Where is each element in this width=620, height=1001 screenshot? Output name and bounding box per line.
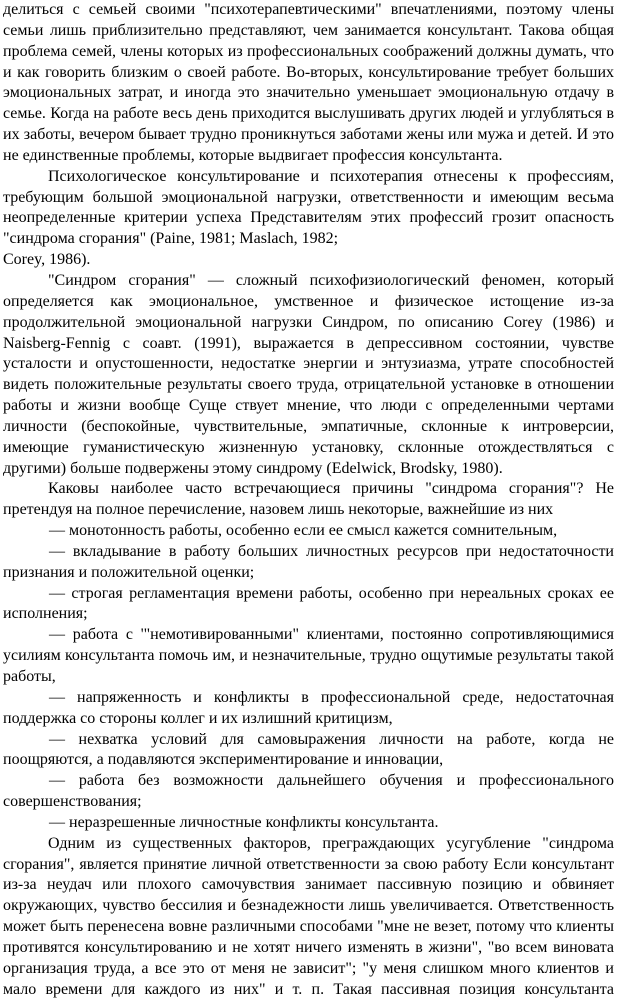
text-line: — вкладывание в работу больших личностных ресурсов при недостаточности — [49, 542, 614, 560]
text-line: противятся консультированию и не хотят ничего изменять в жизни", "во всем виновата — [3, 938, 614, 956]
text-line: другими) больше подвержены этому синдрому (Edelwick, Brodsky, 1980). — [3, 459, 503, 477]
text-line: семьи лишь приблизительно представляют, чем занимается консультант. Такова общая — [3, 21, 614, 39]
text-line: "Синдром сгорания" — сложный психофизиологический феномен, который — [48, 271, 614, 289]
text-line: не единственные проблемы, которые выдвигает профессия консультанта. — [3, 146, 503, 164]
text-line: из-за неудач или плохого самочувствия занимает пассивную позицию и обвиняет — [3, 876, 614, 894]
text-line: претендуя на полное перечисление, назовем лишь некоторые, важнейшие из них — [3, 501, 554, 519]
text-line: требующим большой эмоциональной нагрузки, ответственности и имеющим весьма — [3, 188, 614, 206]
text-line: определяется как эмоциональное, умственное и физическое истощение из-за — [3, 292, 614, 310]
text-line: — работа без возможности дальнейшего обучения и профессионального — [49, 772, 614, 790]
text-line: — напряженность и конфликты в профессиональной среде, недостаточная — [49, 688, 614, 706]
text-line: — работа с '"немотивированными" клиентами, постоянно сопротивляющимися — [49, 626, 614, 644]
text-line: эмоциональных затрат, и иногда это значительно уменьшает эмоциональную отдачу в — [3, 84, 614, 102]
text-line: — строгая регламентация времени работы, особенно при нереальных сроках ее — [49, 584, 614, 602]
text-line: — монотонность работы, особенно если ее смысл кажется сомнительным, — [49, 522, 558, 540]
text-line: проблема семей, члены которых из профессиональных соображений должны думать, что — [3, 42, 614, 60]
text-line: семье. Когда на работе весь день приходится выслушивать других людей и углубляться в — [3, 105, 614, 123]
text-line: поощряются, а подавляются экспериментирование и инновации, — [3, 751, 444, 769]
text-line: делиться с семьей своими "психотерапевтическими" впечатлениями, поэтому члены — [3, 1, 614, 18]
text-line: совершенствования; — [3, 793, 142, 811]
text-line: личности (беспокойные, чувствительные, эмпатичные, склонные к интроверсии, — [3, 417, 614, 435]
text-line: Каковы наиболее часто встречающиеся причины "синдрома сгорания"? Не — [48, 480, 614, 498]
text-line: Одним из существенных факторов, преграждающих усугубление "синдрома — [48, 834, 614, 852]
text-line: поддержка со стороны коллег и их излишний критицизм, — [3, 709, 393, 727]
text-line: продолжительной эмоциональной нагрузки Синдром, по описанию Corey (1986) и — [3, 313, 614, 331]
text-line: неопределенные критерии успеха Представителям этих профессий грозит опасность — [3, 209, 614, 227]
text-line: Психологическое консультирование и психотерапия отнесены к профессиям, — [48, 167, 614, 185]
text-line: — нехватка условий для самовыражения личности на работе, когда не — [49, 730, 614, 748]
text-line: и как говорить близким о своей работе. Во-вторых, консультирование требует больших — [3, 63, 614, 81]
text-line: "синдрома сгорания" (Paine, 1981; Maslach, 1982; — [3, 230, 339, 248]
text-line: работы, — [3, 668, 56, 685]
text-line: усилиям консультанта помочь им, и незначительные, трудно ощутимые результаты такой — [3, 647, 614, 665]
text-line: видеть положительные результаты своего труда, отрицательной установке в отношении — [3, 376, 614, 394]
text-line: Naisberg-Fennig с соавт. (1991), выражается в депрессивном состоянии, чувстве — [3, 334, 614, 352]
text-line: сгорания", является принятие личной ответственности за свою работу Если консультант — [3, 855, 614, 873]
text-line: окружающих, чувство бессилия и безнадежности лишь увеличивается. Ответственность — [3, 897, 614, 915]
text-line: мало времени для каждого из них" и т. п. Такая пассивная позиция консультанта — [3, 980, 614, 998]
text-line: признания и положительной оценки; — [3, 563, 255, 581]
text-line: Corey, 1986). — [3, 251, 91, 269]
text-line: усталости и опустошенности, недостатке энергии и энтузиазма, утрате способностей — [3, 355, 614, 373]
text-line: организация труда, а все это от меня не зависит"; "у меня слишком много клиентов и — [3, 959, 614, 977]
text-line: их заботы, вечером бывает трудно проникнуться заботами жены или мужа и детей. И это — [3, 126, 614, 144]
text-line: исполнения; — [3, 605, 88, 623]
text-line: имеющие гуманистическую жизненную установку, склонные отождествляться с — [3, 438, 614, 456]
text-line: работы и жизни вообще Суще ствует мнение, что люди с определенными чертами — [3, 397, 614, 415]
text-line: может быть перенесена вовне различными способами "мне не везет, потому что клиенты — [3, 918, 614, 936]
text-line: — неразрешенные личностные конфликты консультанта. — [49, 813, 439, 831]
